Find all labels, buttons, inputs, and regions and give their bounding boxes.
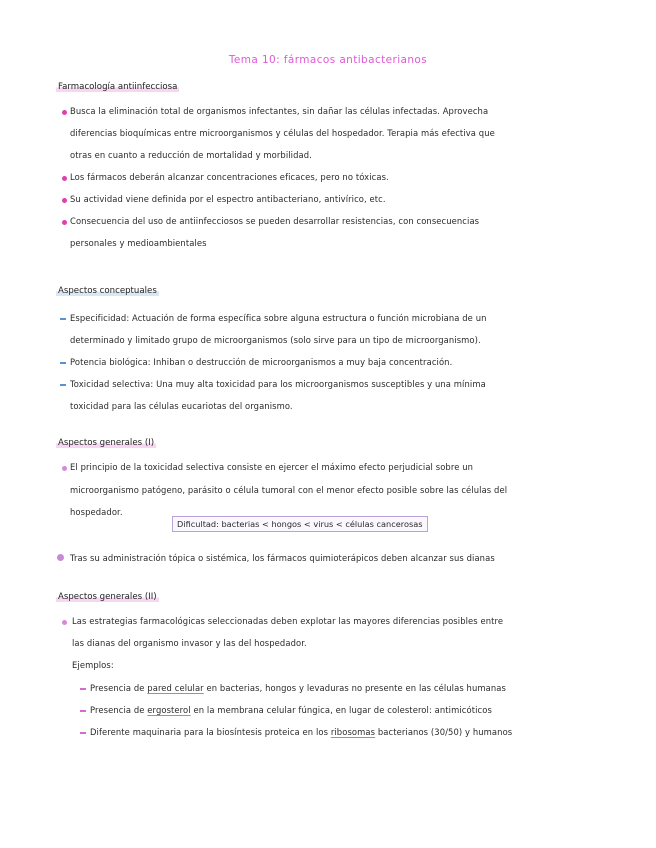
text-span: Presencia de: [90, 683, 148, 693]
text-line: Consecuencia del uso de antiinfecciosos se pueden desarrollar resistencias, con consecuencias: [70, 216, 480, 226]
bullet-dot: [62, 176, 67, 181]
bullet-dot: [62, 620, 67, 625]
text-line: Tras su administración tópica o sistémica, los fármacos quimioterápicos deben alcanzar sus dianas: [70, 553, 495, 563]
text-span: Diferente maquinaria para la biosíntesis proteica en los: [90, 727, 331, 737]
highlight-term: pared celular: [147, 683, 204, 693]
text-line: Los fármacos deberán alcanzar concentraciones eficaces, pero no tóxicas.: [70, 172, 389, 182]
text-line: microorganismo patógeno, parásito o célula tumoral con el menor efecto posible sobre las células del: [70, 485, 508, 495]
bullet-dot: [57, 554, 64, 561]
bullet-dash: [80, 688, 86, 690]
section-heading-aspectos-generales-2: Aspectos generales (II): [58, 592, 157, 602]
text-line: las dianas del organismo invasor y las del hospedador.: [72, 638, 307, 648]
bullet-dot: [62, 110, 67, 115]
bullet-dash: [60, 384, 66, 386]
text-line: Especificidad: Actuación de forma específica sobre alguna estructura o función microbiana de un: [70, 313, 487, 323]
text-line: personales y medioambientales: [70, 238, 207, 248]
text-span: en la membrana celular fúngica, en lugar de colesterol: antimicóticos: [190, 705, 492, 715]
text-line: toxicidad para las células eucariotas del organismo.: [70, 401, 293, 411]
text-line: otras en cuanto a reducción de mortalidad y morbilidad.: [70, 150, 312, 160]
section-heading-farmacologia: Farmacología antiinfecciosa: [58, 82, 178, 92]
text-line: Busca la eliminación total de organismos infectantes, sin dañar las células infectadas. Aprovecha: [70, 106, 489, 116]
highlight-term: ergosterol: [147, 705, 191, 715]
highlight-term: ribosomas: [330, 727, 376, 737]
section-heading-aspectos-conceptuales: Aspectos conceptuales: [58, 286, 157, 296]
text-line: Su actividad viene definida por el espectro antibacteriano, antivírico, etc.: [70, 194, 386, 204]
difficulty-box: Dificultad: bacterias < hongos < virus < células cancerosas: [172, 516, 428, 532]
text-span: bacterianos (30/50) y humanos: [375, 727, 513, 737]
text-line: determinado y limitado grupo de microorganismos (solo sirve para un tipo de microorganismo).: [70, 335, 481, 345]
text-span: en bacterias, hongos y levaduras no presente en las células humanas: [203, 683, 506, 693]
bullet-dash: [80, 710, 86, 712]
example-line: [90, 683, 506, 693]
text-line: Potencia biológica: Inhiban o destrucción de microorganismos a muy baja concentración.: [70, 357, 453, 367]
bullet-dash: [60, 318, 66, 320]
text-line: hospedador.: [70, 507, 123, 517]
bullet-dot: [62, 466, 67, 471]
bullet-dash: [60, 362, 66, 364]
text-line: Toxicidad selectiva: Una muy alta toxicidad para los microorganismos susceptibles y una mínima: [70, 379, 486, 389]
text-span: Presencia de: [90, 705, 148, 715]
bullet-dot: [62, 198, 67, 203]
text-line: diferencias bioquímicas entre microorganismos y células del hospedador. Terapia más efectiva que: [70, 128, 495, 138]
examples-label: Ejemplos:: [72, 660, 114, 670]
text-line: El principio de la toxicidad selectiva consiste en ejercer el máximo efecto perjudicial sobre un: [70, 462, 474, 472]
page-title: Tema 10: fármacos antibacterianos: [228, 54, 428, 66]
bullet-dot: [62, 220, 67, 225]
section-heading-aspectos-generales-1: Aspectos generales (I): [58, 438, 155, 448]
bullet-dash: [80, 732, 86, 734]
text-line: Las estrategias farmacológicas seleccionadas deben explotar las mayores diferencias posibles entre: [72, 616, 504, 626]
example-line: [90, 705, 492, 715]
example-line: [90, 727, 512, 737]
